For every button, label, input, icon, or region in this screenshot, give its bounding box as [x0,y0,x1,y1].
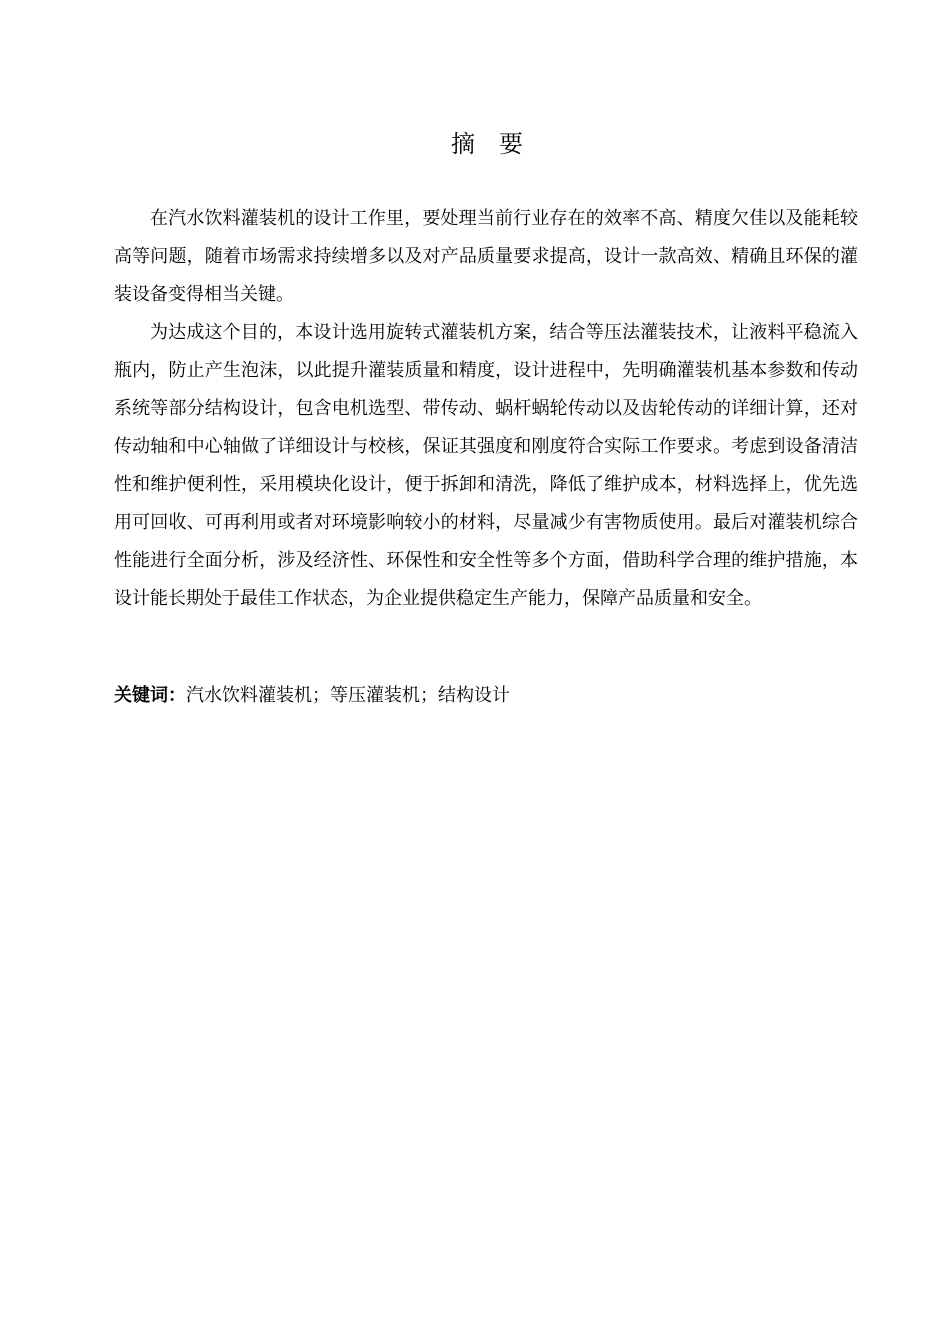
page-title [0,124,950,159]
title-char-2: 要 [499,130,523,158]
keywords-label: 关键词： [114,685,186,706]
title-char-1: 摘 [451,130,475,158]
abstract-paragraph-2: 为达成这个目的，本设计选用旋转式灌装机方案，结合等压法灌装技术，让液料平稳流入瓶内，防止产生泡沫，以此提升灌装质量和精度，设计进程中，先明确灌装机基本参数和传动系统等部分结构设计，包含电机选型、带传动、蜗杆蜗轮传动以及齿轮传动的详细计算，还对传动轴和中心轴做了详细设计与校核，保证其强度和刚度符合实际工作要求。考虑到设备清洁性和维护便利性，采用模块化设计，便于拆卸和清洗，降低了维护成本，材料选择上，优先选用可回收、可再利用或者对环境影响较小的材料，尽量减少有害物质使用。最后对灌装机综合性能进行全面分析，涉及经济性、环保性和安全性等多个方面，借助科学合理的维护措施，本设计能长期处于最佳工作状态，为企业提供稳定生产能力，保障产品质量和安全。 [114,322,858,609]
abstract-body [114,200,858,618]
abstract-paragraph-1: 在汽水饮料灌装机的设计工作里，要处理当前行业存在的效率不高、精度欠佳以及能耗较高等问题，随着市场需求持续增多以及对产品质量要求提高，设计一款高效、精确且环保的灌装设备变得相当关键。 [114,208,858,305]
keywords-value: 汽水饮料灌装机；等压灌装机；结构设计 [186,685,510,706]
keywords-line [114,679,858,713]
